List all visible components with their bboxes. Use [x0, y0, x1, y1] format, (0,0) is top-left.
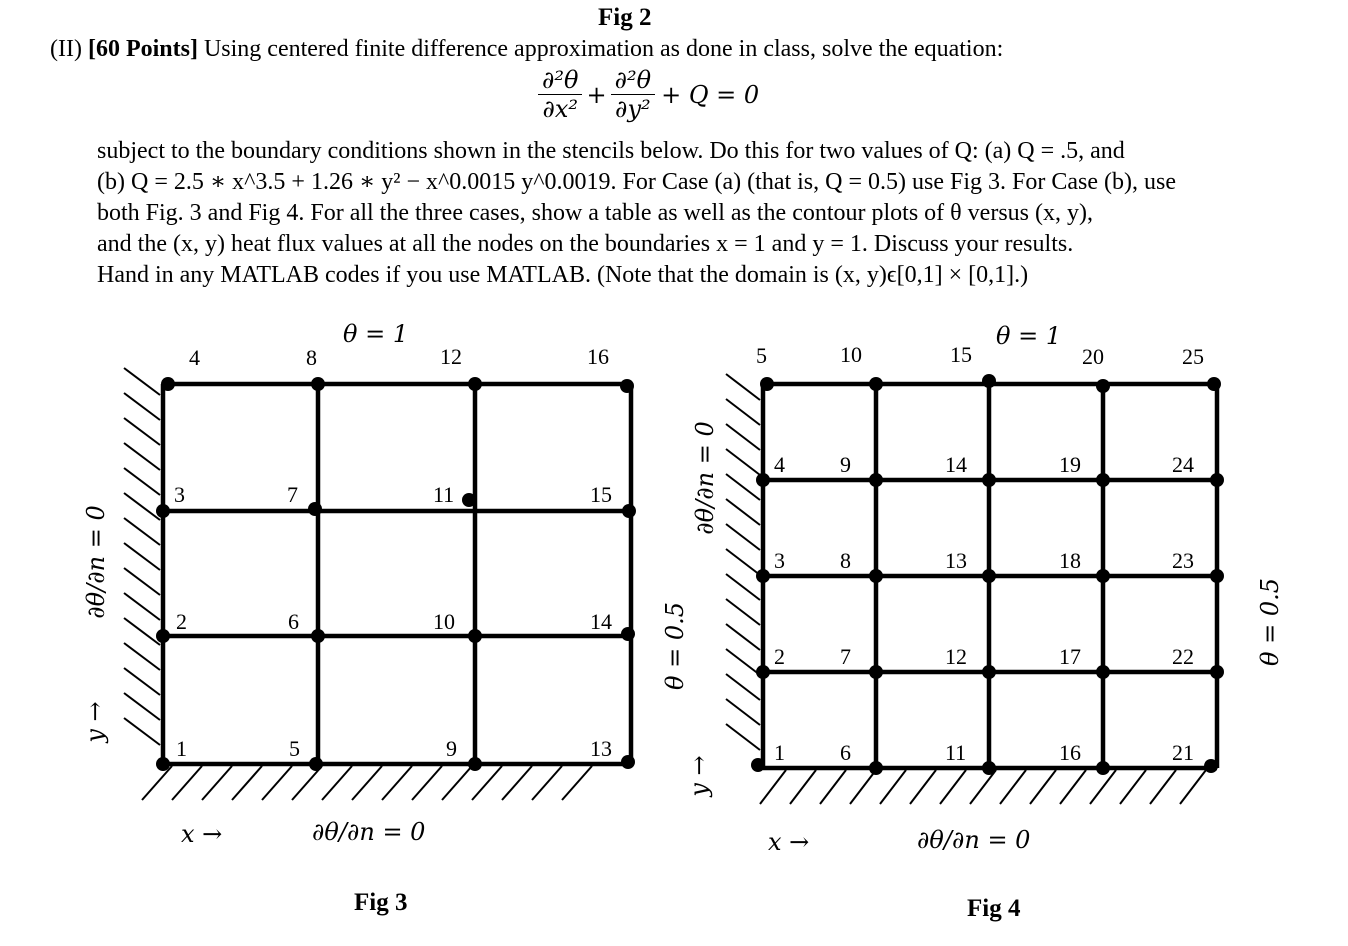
- fig4-node-label: 22: [1172, 644, 1194, 669]
- problem-prefix: (II): [50, 36, 82, 62]
- problem-statement-intro: [50, 36, 1003, 63]
- fig3-node-label: 6: [288, 609, 299, 634]
- points-label: [60 Points]: [87, 36, 198, 62]
- fig3-node-label: 16: [587, 344, 609, 369]
- fig4-bottom-hatch: [760, 770, 1206, 804]
- fig3-node-label: 8: [306, 345, 317, 370]
- equation-tail: + Q = 0: [661, 80, 760, 109]
- fig4-node-label: 8: [840, 548, 851, 573]
- fig3-node-label: 10: [433, 609, 455, 634]
- fig4-x-axis-label: x →: [768, 828, 810, 856]
- fig4-node-label: 25: [1182, 344, 1204, 369]
- fig4-node-label: 5: [756, 343, 767, 368]
- fig3-left-hatch: [124, 368, 160, 745]
- fig4-caption: Fig 4: [967, 895, 1021, 922]
- fig4-left-hatch: [726, 374, 760, 750]
- fig3-caption: Fig 3: [354, 889, 408, 916]
- body-line-3: both Fig. 3 and Fig 4. For all the three cases, show a table as well as the contour plots of θ versus (x, y),: [97, 200, 1093, 226]
- fig4-node-label: 20: [1082, 344, 1104, 369]
- body-line-2: (b) Q = 2.5 ∗ x^3.5 + 1.26 ∗ y² − x^0.0015 y^0.0019. For Case (a) (that is, Q = 0.5) use Fig 3. For Case (b), use: [97, 169, 1176, 195]
- term-d2theta-dx2: $\frac{\text{∂²θ}}{\text{∂x²}}$: [538, 66, 582, 123]
- plus-sign: +: [586, 80, 607, 109]
- fig4-node-label: 4: [774, 452, 785, 477]
- fig3-bottom-bc: ∂θ/∂n = 0: [312, 818, 426, 846]
- fig3-node-label: 13: [590, 736, 612, 761]
- fig3-node-label: 9: [446, 736, 457, 761]
- fig3-node-label: 7: [287, 482, 298, 507]
- fig3-node-label: 4: [189, 345, 200, 370]
- fig4-node-label: 7: [840, 644, 851, 669]
- body-line-5: Hand in any MATLAB codes if you use MATLAB. (Note that the domain is (x, y)ϵ[0,1] × [0,1].): [97, 262, 1029, 288]
- fig4-left-outer-bc: θ = 0.5: [661, 602, 689, 690]
- fig4-node-label: 6: [840, 740, 851, 765]
- fig4-node-label: 15: [950, 342, 972, 367]
- body-line-4: and the (x, y) heat flux values at all the nodes on the boundaries x = 1 and y = 1. Discuss your results.: [97, 231, 1074, 257]
- fig4-top-bc: θ = 1: [996, 322, 1062, 350]
- fig3-node-labels: [174, 344, 612, 761]
- fig3-top-bc: θ = 1: [343, 320, 409, 348]
- fig4-node-labels: [756, 342, 1204, 765]
- fig3-node-label: 11: [433, 482, 455, 507]
- fig4-node-label: 14: [945, 452, 967, 477]
- governing-equation: [538, 66, 759, 123]
- fig4-node-label: 9: [840, 452, 851, 477]
- fig3-node-label: 15: [590, 482, 612, 507]
- problem-body: [97, 136, 1176, 291]
- intro-text: Using centered finite difference approximation as done in class, solve the equation:: [203, 36, 1004, 62]
- fig4-node-label: 13: [945, 548, 967, 573]
- fig3-nodes: [156, 377, 636, 771]
- fig3-node-label: 5: [289, 736, 300, 761]
- fig3-node-label: 14: [590, 609, 612, 634]
- fig3-x-axis-label: x →: [181, 820, 223, 848]
- fig4-node-label: 18: [1059, 548, 1081, 573]
- fig4-node-label: 17: [1059, 644, 1081, 669]
- term-d2theta-dy2: $\frac{\text{∂²θ}}{\text{∂y²}}$: [611, 66, 655, 123]
- fig3-y-axis-label: y →: [81, 701, 109, 743]
- fig4-node-label: 21: [1172, 740, 1194, 765]
- fig4-node-label: 24: [1172, 452, 1194, 477]
- fig3-grid: [163, 384, 631, 764]
- fig4-node-label: 12: [945, 644, 967, 669]
- fig4-right-bc: θ = 0.5: [1256, 578, 1284, 666]
- fig4-node-label: 23: [1172, 548, 1194, 573]
- fig4-left-bc: ∂θ/∂n = 0: [691, 421, 719, 535]
- fig4-node-label: 3: [774, 548, 785, 573]
- fig4-y-axis-label: y →: [685, 755, 713, 797]
- fig4-node-label: 2: [774, 644, 785, 669]
- fig3-node-label: 1: [176, 736, 187, 761]
- fig4-node-label: 19: [1059, 452, 1081, 477]
- fig4-node-label: 11: [945, 740, 967, 765]
- fig4-node-label: 10: [840, 342, 862, 367]
- fig3-node-label: 3: [174, 482, 185, 507]
- body-line-1: subject to the boundary conditions shown in the stencils below. Do this for two values of Q: (a) Q = .5, and: [97, 138, 1125, 164]
- fig3-node-label: 2: [176, 609, 187, 634]
- fig4-bottom-bc: ∂θ/∂n = 0: [917, 826, 1031, 854]
- fig3-node-label: 12: [440, 344, 462, 369]
- page-title: Fig 2: [598, 4, 652, 31]
- fig3-left-bc: ∂θ/∂n = 0: [82, 505, 110, 619]
- fig4-node-label: 16: [1059, 740, 1081, 765]
- fig4-node-label: 1: [774, 740, 785, 765]
- fig3-bottom-hatch: [142, 766, 592, 800]
